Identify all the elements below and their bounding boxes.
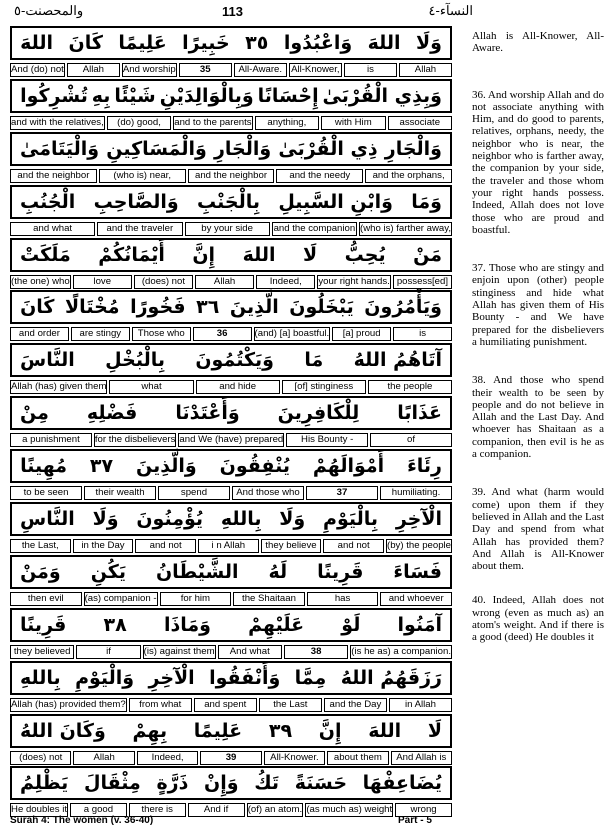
verse-line (10, 185, 452, 238)
word-translation-row (10, 645, 452, 659)
arabic-line (10, 290, 452, 324)
word-translation-cell: Those who (132, 327, 191, 341)
arabic-word: فَضْلِهِ (86, 402, 138, 425)
word-translation-cell: And those who (232, 486, 304, 500)
arabic-word: وَلَا (92, 508, 119, 531)
arabic-word: اللهَ (367, 32, 401, 54)
arabic-word: مِثْقَالَ (83, 772, 141, 795)
arabic-word: وَالْجَارِ (213, 137, 272, 160)
word-translation-cell: He doubles it (11, 804, 68, 816)
arabic-word: وَمَاذَا (163, 613, 211, 636)
verse-translation: Allah is All-Knower, All-Aware. (472, 30, 604, 55)
arabic-word: تَكُ (254, 772, 280, 795)
arabic-word: مَنْ (413, 243, 442, 266)
arabic-word: وَأَنْفَقُوا (209, 666, 281, 689)
verse-translation: 40. Indeed, Allah does not wrong (even as much as) an atom's weight. And if there is a good (deed) He doubles it (472, 594, 604, 644)
page-footer (0, 812, 610, 830)
word-translation-cell: All-Knower. (264, 751, 325, 765)
word-translation-cell: All-Aware. (234, 63, 287, 77)
word-translation-row (10, 222, 452, 236)
arabic-line (10, 238, 452, 272)
arabic-word: وَبِذِي الْقُرْبَىٰ (322, 84, 442, 107)
word-translation-cell: they believed (10, 645, 74, 659)
word-translation-cell: the Last (259, 698, 322, 712)
word-translation-cell: and We (have) prepared (179, 434, 284, 446)
arabic-word: لَا (303, 243, 318, 266)
word-translation-cell: and the orphans, (365, 169, 452, 183)
arabic-word: عَلِيمًا (193, 719, 243, 742)
word-translation-cell: they believe (261, 539, 322, 553)
word-grid (10, 26, 452, 819)
word-translation-cell: of (370, 433, 452, 447)
word-translation-cell: and order (10, 327, 69, 341)
arabic-word: قَرِينًا (317, 560, 364, 583)
arabic-word: يَظْلِمُ (20, 772, 69, 795)
verse-line (10, 396, 452, 449)
word-translation-cell: (as much as) weight (306, 804, 393, 816)
word-translation-cell: Allah (has) provided them? (11, 698, 126, 710)
arabic-word: وَالْجَارِ (384, 137, 442, 160)
word-translation-cell: and the neighbor (188, 169, 275, 183)
word-translation-cell: has (307, 592, 379, 606)
arabic-word: مِنْ (20, 402, 49, 425)
word-translation-cell: 36 (193, 327, 252, 341)
word-translation-cell: to be seen (10, 486, 82, 500)
arabic-word: لِلْكَافِرِينَ (277, 402, 360, 425)
verse-line (10, 343, 452, 396)
arabic-word: وَكَانَ اللهُ (20, 719, 106, 742)
word-translation-cell: associate (388, 116, 452, 130)
word-translation-cell: humiliating. (380, 486, 452, 500)
arabic-word: وَلَا (416, 32, 442, 54)
word-translation-cell: and the neighbor (10, 169, 97, 183)
word-translation-cell: then evil (10, 592, 82, 606)
word-translation-cell: 35 (179, 63, 232, 77)
arabic-word: وَيَكْتُمُونَ (195, 349, 274, 372)
arabic-word: إِحْسَانًا (257, 84, 319, 107)
word-translation-cell: i n Allah (198, 539, 259, 553)
arabic-word: ٣٩ (268, 719, 293, 742)
word-translation-row (10, 380, 452, 394)
word-translation-cell: (the one) who (11, 275, 70, 287)
arabic-word: وَاعْبُدُوا (283, 32, 353, 54)
word-translation-cell: what (109, 380, 193, 394)
word-translation-row (10, 116, 452, 130)
arabic-word: مُهِينًا (20, 455, 68, 478)
word-translation-cell: and not (135, 539, 196, 553)
verse-translation: 38. And those who spend their wealth to be seen by people and do not believe in Allah and the Last Day. And whoever has Shaitaan as a companion, then evil is he as a companion. (472, 374, 604, 461)
word-translation-cell: Allah (195, 275, 254, 289)
word-translation-row (10, 63, 452, 77)
arabic-word: عَذَابًا (397, 402, 442, 425)
word-translation-cell: and to the parents (174, 116, 252, 128)
verse-line (10, 132, 452, 185)
arabic-line (10, 766, 452, 800)
arabic-word: الْآخِرِ (148, 666, 195, 689)
word-translation-cell: love (73, 275, 132, 289)
word-translation-cell: spend (158, 486, 230, 500)
word-translation-cell: and the needy (276, 169, 363, 183)
arabic-line (10, 396, 452, 430)
arabic-word: وَبِالْوَالِدَيْنِ (159, 84, 254, 107)
arabic-word: آمَنُوا (397, 613, 442, 636)
word-translation-cell: wrong (395, 803, 452, 817)
arabic-word: الشَّيْطَانُ (155, 560, 239, 583)
arabic-word: مَلَكَتْ (20, 243, 71, 266)
verse-line (10, 714, 452, 767)
arabic-word: رَزَقَهُمُ اللهُ (340, 666, 442, 689)
word-translation-cell: their wealth (84, 486, 156, 500)
word-translation-cell: possess[ed] (393, 275, 452, 289)
arabic-word: رِئَاءَ (407, 455, 442, 478)
arabic-word: وَمَنْ (20, 560, 61, 583)
arabic-word: يُحِبُّ (344, 243, 386, 266)
word-translation-row (10, 327, 452, 341)
arabic-word: يَبْخَلُونَ (289, 296, 354, 319)
page-header (0, 0, 483, 22)
word-translation-cell: from what (129, 698, 192, 712)
arabic-word: وَالَّذِينَ (136, 455, 197, 478)
word-translation-row (10, 433, 452, 447)
arabic-line (10, 79, 452, 113)
arabic-word: ذَرَّةٍ (156, 772, 189, 795)
word-translation-cell: Allah (399, 63, 452, 77)
arabic-word: اللهَ (242, 243, 276, 266)
arabic-word: النَّاسِ (20, 508, 75, 531)
arabic-word: وَابْنِ السَّبِيلِ (278, 190, 393, 213)
word-translation-cell: (who is) near, (99, 169, 186, 183)
word-translation-cell: 39 (200, 751, 261, 765)
arabic-word: كَانَ (68, 32, 103, 54)
word-translation-cell: Allah (73, 751, 134, 765)
arabic-word: أَيْمَانُكُمْ (98, 243, 165, 266)
arabic-word: حَسَنَةً (294, 772, 348, 795)
word-translation-cell: and whoever (380, 592, 452, 606)
juz-title: والمحصنت-٥ (14, 4, 84, 19)
arabic-word: لَهُ (268, 560, 288, 583)
arabic-word: وَالصَّاحِبِ (93, 190, 179, 213)
arabic-word: بِالْيَوْمِ (323, 508, 379, 531)
word-translation-cell: And (do) not (11, 64, 64, 75)
verse-line (10, 661, 452, 714)
arabic-word: كَانَ (20, 296, 55, 319)
arabic-word: الْجُنُبِ (20, 190, 76, 213)
verse-line (10, 449, 452, 502)
arabic-word: يَكُنِ (90, 560, 126, 583)
arabic-word: اللهَ (368, 719, 402, 742)
arabic-line (10, 555, 452, 589)
arabic-word: عَلِيمًا (118, 32, 167, 54)
verse-line (10, 502, 452, 555)
word-translation-row (10, 539, 452, 553)
word-translation-cell: there is (129, 803, 186, 817)
word-translation-cell: if (76, 645, 140, 659)
word-translation-row (10, 275, 452, 289)
arabic-word: أَمْوَالَهُمْ (312, 455, 385, 478)
verse-line (10, 26, 452, 79)
arabic-word: خَبِيرًا (182, 32, 230, 54)
arabic-word: يُؤْمِنُونَ (136, 508, 204, 531)
verse-line (10, 555, 452, 608)
arabic-word: يُنْفِقُونَ (219, 455, 290, 478)
word-translation-cell: (do) good, (107, 116, 171, 130)
arabic-word: لَوْ (341, 613, 361, 636)
word-translation-cell: the Shaitaan (233, 592, 305, 606)
word-translation-cell: a good (70, 803, 127, 817)
arabic-word: بِاللهِ (20, 666, 61, 689)
word-translation-cell: a punishment (10, 433, 92, 447)
word-translation-cell: Allah (has) given them (10, 381, 107, 393)
word-translation-row (10, 486, 452, 500)
word-translation-row (10, 751, 452, 765)
word-translation-row (10, 592, 452, 606)
word-translation-cell: in the Day (73, 539, 134, 553)
verse-translation: 39. And what (harm would come) upon them if they believed in Allah and the Last Day and spend from what Allah has provided them? And Allah is All-Knower about them. (472, 486, 604, 573)
arabic-word: مِمَّا (294, 666, 327, 689)
verse-translation: 37. Those who are stingy and enjoin upon (other) people stinginess and hide what Allah has given them of His Bounty - and We have prepared for the disbelievers a humiliating punishment. (472, 262, 604, 348)
word-translation-cell: (of) an atom. (247, 804, 303, 816)
word-translation-cell: And Allah is (391, 751, 452, 765)
word-translation-cell: with Him (321, 116, 385, 130)
arabic-word: فَسَاءَ (393, 560, 442, 583)
arabic-line (10, 714, 452, 748)
word-translation-cell: Allah (67, 63, 120, 77)
arabic-word: وَلَا (279, 508, 306, 531)
arabic-word: وَمَا (411, 190, 442, 213)
word-translation-cell: [of] stinginess (282, 380, 366, 394)
verse-line (10, 290, 452, 343)
arabic-word: وَالْيَتَامَىٰ (20, 137, 100, 160)
arabic-word: النَّاسَ (20, 349, 75, 372)
arabic-line (10, 26, 452, 60)
arabic-word: آتَاهُمُ اللهُ (353, 349, 442, 372)
arabic-word: وَالْمَسَاكِينِ (106, 137, 207, 160)
word-translation-cell: for the disbelievers (94, 434, 176, 446)
word-translation-cell: by your side (185, 222, 270, 236)
word-translation-cell: and spent (194, 698, 257, 712)
word-translation-cell: (by) the people (387, 540, 451, 552)
word-translation-cell: is (393, 327, 452, 341)
arabic-word: الَّذِينَ (229, 296, 279, 319)
word-translation-cell: are stingy (71, 327, 130, 341)
arabic-line (10, 608, 452, 642)
word-translation-cell: and with the relatives, (10, 116, 104, 128)
word-translation-row (10, 169, 452, 183)
page-number: 113 (222, 4, 243, 19)
verse-line (10, 79, 452, 132)
arabic-word: شَيْئًا (114, 84, 156, 107)
arabic-line (10, 661, 452, 695)
word-translation-cell: And worship (122, 64, 176, 75)
arabic-word: وَيَأْمُرُونَ (364, 296, 442, 319)
arabic-word: وَالْيَوْمِ (75, 666, 135, 689)
word-translation-row (10, 698, 452, 712)
arabic-word: فَخُورًا (130, 296, 186, 319)
word-translation-cell: is (344, 63, 397, 77)
arabic-word: ذِي الْقُرْبَىٰ (278, 137, 378, 160)
word-translation-cell: And what (218, 645, 282, 659)
arabic-word: بِاللهِ (220, 508, 262, 531)
arabic-word: مَا (304, 349, 324, 372)
word-translation-cell: (is he as) a companion. (351, 645, 451, 657)
word-translation-cell: And if (188, 803, 245, 817)
arabic-word: مُخْتَالًا (65, 296, 120, 319)
arabic-word: عَلَيْهِمْ (248, 613, 305, 636)
word-translation-cell: His Bounty - (286, 433, 368, 447)
arabic-word: بِهِ (91, 84, 111, 107)
arabic-word: بِالْبُخْلِ (105, 349, 165, 372)
word-translation-cell: (and) [a] boastful. (254, 328, 330, 340)
arabic-line (10, 502, 452, 536)
word-translation-cell: for him (160, 592, 232, 606)
arabic-line (10, 343, 452, 377)
word-translation-cell: 38 (284, 645, 348, 659)
word-translation-cell: and the companion (273, 222, 356, 234)
word-translation-cell: in Allah (389, 698, 452, 712)
arabic-word: تُشْرِكُوا (20, 84, 88, 107)
arabic-word: إِنَّ (192, 243, 216, 266)
word-translation-cell: [a] proud (332, 327, 391, 341)
arabic-word: وَأَعْتَدْنَا (175, 402, 240, 425)
verse-line (10, 238, 452, 291)
surah-title: النسآء-٤ (428, 4, 473, 19)
word-translation-cell: about them (327, 751, 388, 765)
word-translation-cell: and hide (196, 380, 280, 394)
arabic-word: يُضَاعِفْهَا (362, 772, 442, 795)
word-translation-cell: (does) not (134, 275, 193, 289)
word-translation-cell: All-Knower, (289, 63, 342, 77)
word-translation-cell: your right hands. (318, 275, 390, 287)
word-translation-cell: (does) not (10, 751, 71, 765)
word-translation-cell: and what (10, 222, 95, 236)
arabic-word: إِنَّ (318, 719, 342, 742)
arabic-word: ٣٦ (196, 296, 220, 319)
word-translation-cell: the Last, (10, 539, 71, 553)
arabic-word: بِهِمْ (132, 719, 168, 742)
verse-line (10, 608, 452, 661)
arabic-line (10, 449, 452, 483)
arabic-word: ٣٧ (89, 455, 114, 478)
arabic-word: لَا (427, 719, 442, 742)
arabic-word: قَرِينًا (20, 613, 67, 636)
arabic-line (10, 185, 452, 219)
word-translation-cell: and the traveler (97, 222, 182, 236)
word-translation-cell: and not (323, 539, 384, 553)
arabic-word: اللهَ (20, 32, 54, 54)
word-translation-cell: (as) companion - (84, 592, 157, 604)
arabic-word: الْآخِرِ (395, 508, 442, 531)
surah-reference: Surah 4: The women (v. 36-40) (10, 815, 154, 826)
word-translation-cell: Indeed, (256, 275, 315, 289)
word-translation-cell: (is) against them (143, 645, 215, 657)
word-translation-cell: and the Day (324, 698, 387, 712)
arabic-word: بِالْجَنْبِ (197, 190, 260, 213)
word-translation-cell: anything, (255, 116, 319, 130)
verse-translation: 36. And worship Allah and do not associate anything with Him, and do good to parents, relatives, orphans, needy, the neighbor who is near, the neighbor who is farther away, the companion by your side, the traveler and those whom your right hands possess. Indeed, Allah does not love those who are proud and boastful. (472, 88, 604, 236)
arabic-word: ٣٨ (103, 613, 127, 636)
arabic-word: ٣٥ (245, 32, 269, 54)
arabic-line (10, 132, 452, 166)
word-translation-cell: the people (368, 380, 452, 394)
arabic-word: وَإِنْ (204, 772, 239, 795)
translation-column (472, 30, 604, 654)
word-translation-cell: 37 (306, 486, 378, 500)
part-number: Part - 5 (398, 815, 432, 826)
word-translation-cell: (who is) farther away, (360, 222, 451, 234)
word-translation-cell: Indeed, (137, 751, 198, 765)
